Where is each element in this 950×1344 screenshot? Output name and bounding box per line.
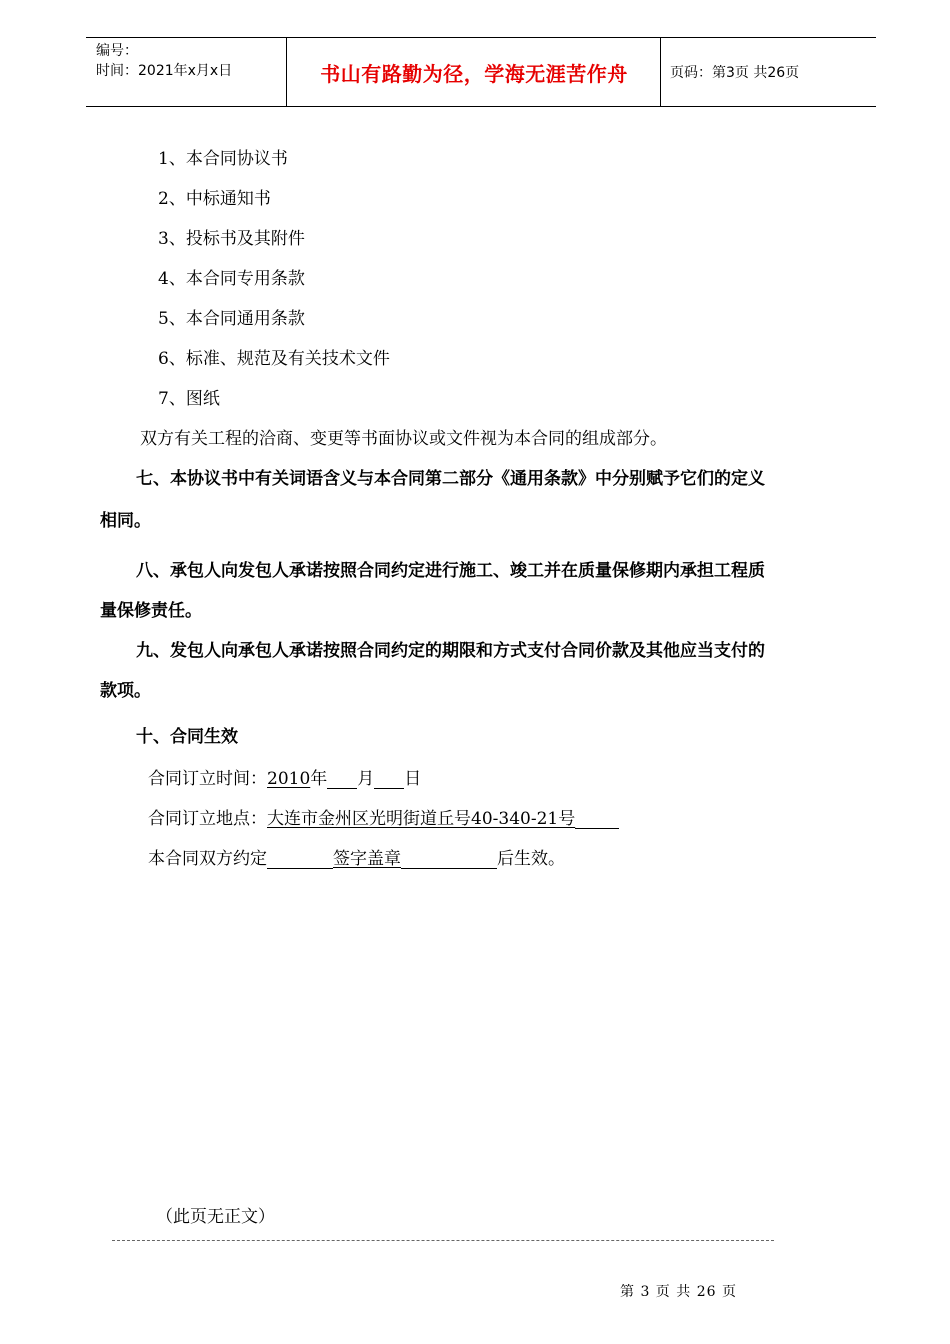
place-blank-tail — [575, 810, 619, 829]
list-item: 4、本合同专用条款 — [158, 269, 305, 289]
clause-8-line-2: 量保修责任。 — [100, 601, 202, 621]
sign-place-row — [148, 804, 619, 829]
sign-place-label: 合同订立地点： — [148, 809, 267, 829]
list-item: 5、本合同通用条款 — [158, 309, 305, 329]
header-meta — [96, 41, 232, 81]
sign-time-label: 合同订立时间： — [148, 769, 267, 789]
time-label: 时间：2021年x月x日 — [96, 63, 233, 79]
page-footer: 第 3 页 共 26 页 — [620, 1284, 737, 1300]
list-item: 1、本合同协议书 — [158, 149, 288, 169]
year-unit: 年 — [310, 769, 328, 789]
month-unit: 月 — [357, 769, 375, 789]
effective-row — [148, 844, 565, 869]
clause-10-title: 十、合同生效 — [136, 727, 238, 747]
number-label: 编号： — [96, 43, 138, 59]
sign-year: 2010 — [267, 769, 311, 789]
page-separator — [112, 1240, 774, 1241]
clause-7-line-2: 相同。 — [100, 511, 151, 531]
list-note: 双方有关工程的洽商、变更等书面协议或文件视为本合同的组成部分。 — [140, 429, 667, 449]
clause-9-line-2: 款项。 — [100, 681, 151, 701]
header-page-info: 页码：第3页 共26页 — [670, 65, 800, 81]
no-text-note: （此页无正文） — [156, 1207, 275, 1227]
effective-value: 签字盖章 — [333, 849, 401, 869]
effective-blank-lead — [267, 850, 333, 869]
effective-suffix: 后生效。 — [497, 849, 565, 869]
page-header — [86, 37, 876, 107]
list-item: 3、投标书及其附件 — [158, 229, 305, 249]
header-divider — [286, 38, 287, 106]
day-unit: 日 — [404, 769, 422, 789]
list-item: 6、标准、规范及有关技术文件 — [158, 349, 390, 369]
effective-prefix: 本合同双方约定 — [148, 849, 267, 869]
clause-9-line-1: 九、发包人向承包人承诺按照合同约定的期限和方式支付合同价款及其他应当支付的 — [136, 641, 765, 661]
day-blank — [374, 770, 404, 789]
clause-8-line-1: 八、承包人向发包人承诺按照合同约定进行施工、竣工并在质量保修期内承担工程质 — [136, 561, 765, 581]
list-item: 2、中标通知书 — [158, 189, 271, 209]
list-item: 7、图纸 — [158, 389, 220, 409]
header-motto: 书山有路勤为径，学海无涯苦作舟 — [320, 61, 628, 86]
clause-7-line-1: 七、本协议书中有关词语含义与本合同第二部分《通用条款》中分别赋予它们的定义 — [136, 469, 765, 489]
effective-blank-tail — [401, 850, 497, 869]
sign-place-value: 大连市金州区光明街道丘号40-340-21号 — [267, 809, 576, 829]
month-blank — [327, 770, 357, 789]
header-divider — [660, 38, 661, 106]
sign-time-row — [148, 764, 421, 789]
